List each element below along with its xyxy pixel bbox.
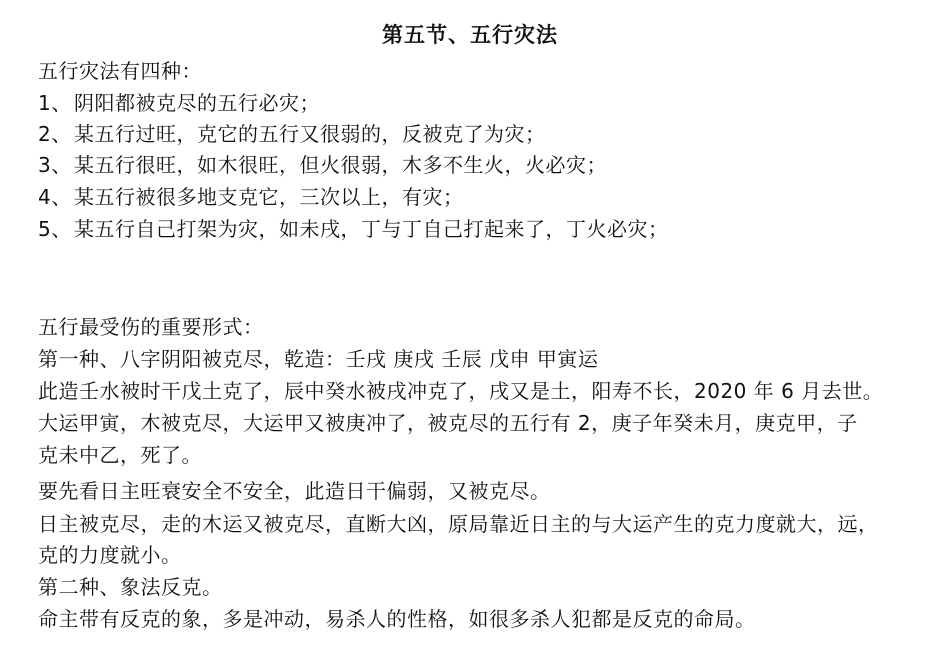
list-item bbox=[38, 214, 669, 244]
section-title: 第五节、五行灾法 bbox=[382, 23, 558, 47]
list-item bbox=[38, 150, 607, 180]
section-heading: 五行最受伤的重要形式： bbox=[38, 315, 264, 339]
list-text: 某五行过旺，克它的五行又很弱的，反被克了为灾； bbox=[74, 122, 546, 146]
paragraph-line: 克的力度就小。 bbox=[38, 543, 182, 567]
list-text: 某五行自己打架为灾，如未戌，丁与丁自己打起来了，丁火必灾； bbox=[74, 217, 669, 241]
paragraph-line: 此造壬水被时干戊土克了，辰中癸水被戌冲克了，戌又是土，阳寿不长，2020 年 6 月去世。 bbox=[38, 379, 884, 403]
list-number: 4、 bbox=[38, 185, 72, 209]
list-item bbox=[38, 182, 464, 212]
list-item bbox=[38, 88, 320, 118]
list-number: 5、 bbox=[38, 217, 72, 241]
paragraph-line: 大运甲寅，木被克尽，大运甲又被庚冲了，被克尽的五行有 2，庚子年癸未月，庚克甲，子 bbox=[38, 411, 858, 435]
paragraph-line: 日主被克尽，走的木运又被克尽，直断大凶，原局靠近日主的与大运产生的克力度就大，远， bbox=[38, 512, 879, 536]
paragraph-line: 克未中乙，死了。 bbox=[38, 443, 202, 467]
list-text: 某五行被很多地支克它，三次以上，有灾； bbox=[74, 185, 464, 209]
list-number: 3、 bbox=[38, 153, 72, 177]
list-text: 某五行很旺，如木很旺，但火很弱，木多不生火，火必灾； bbox=[74, 153, 607, 177]
list-number: 1、 bbox=[38, 91, 72, 115]
paragraph-line: 命主带有反克的象，多是冲动，易杀人的性格，如很多杀人犯都是反克的命局。 bbox=[38, 607, 756, 631]
list-text: 阴阳都被克尽的五行必灾； bbox=[74, 91, 320, 115]
paragraph-line: 第二种、象法反克。 bbox=[38, 575, 223, 599]
intro-line: 五行灾法有四种： bbox=[38, 59, 202, 83]
list-item bbox=[38, 119, 546, 149]
paragraph-line: 第一种、八字阴阳被克尽，乾造：壬戌 庚戌 壬辰 戊申 甲寅运 bbox=[38, 347, 599, 371]
paragraph-line: 要先看日主旺衰安全不安全，此造日干偏弱，又被克尽。 bbox=[38, 479, 551, 503]
list-number: 2、 bbox=[38, 122, 72, 146]
